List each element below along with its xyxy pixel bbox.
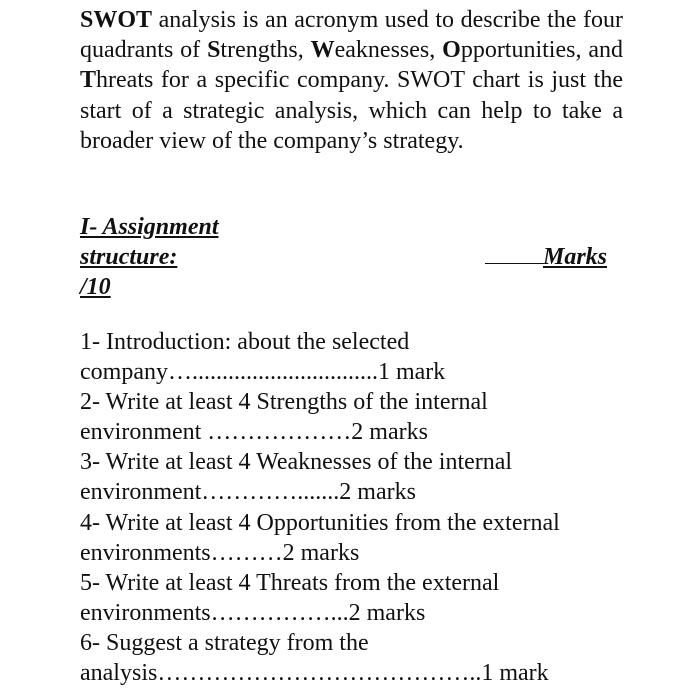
weaknesses-initial: W bbox=[310, 37, 335, 64]
heading-line-1: I- Assignment bbox=[80, 214, 219, 240]
weaknesses-rest: eaknesses, bbox=[334, 37, 443, 64]
item-2-line-1: 2- Write at least 4 Strengths of the internal bbox=[80, 389, 488, 416]
marks-blank-line bbox=[485, 243, 543, 264]
item-3-line-2: environment………….......2 marks bbox=[80, 479, 416, 506]
assignment-items bbox=[80, 327, 625, 688]
item-1-line-1: 1- Introduction: about the selected bbox=[80, 329, 410, 355]
item-4-line-1: 4- Write at least 4 Opportunities from the external bbox=[80, 509, 560, 536]
strengths-initial: S bbox=[207, 37, 221, 64]
marks-header bbox=[485, 242, 607, 272]
opportunities-rest: pportunities, and bbox=[460, 37, 623, 64]
opportunities-initial: O bbox=[442, 37, 461, 64]
heading-line-3: /10 bbox=[80, 274, 111, 300]
intro-paragraph bbox=[80, 5, 623, 156]
heading-line-2: structure: bbox=[80, 244, 178, 270]
item-1-line-2: company…...............................1 mark bbox=[80, 359, 446, 386]
item-6-line-1: 6- Suggest a strategy from the bbox=[80, 629, 369, 656]
threats-rest: hreats for a specific company. SWOT chart is just the start of a strategic analysis, which can help to take a broader view of the company’s strategy. bbox=[80, 67, 623, 154]
assignment-heading bbox=[80, 212, 218, 302]
item-6-line-2: analysis…………………………………..1 mark bbox=[80, 660, 549, 687]
marks-label: Marks bbox=[543, 244, 608, 270]
item-4-line-2: environments………2 marks bbox=[80, 539, 360, 566]
threats-initial: T bbox=[80, 67, 97, 94]
item-5-line-2: environments……………...2 marks bbox=[80, 599, 426, 626]
item-3-line-1: 3- Write at least 4 Weaknesses of the internal bbox=[80, 449, 513, 476]
item-5-line-1: 5- Write at least 4 Threats from the external bbox=[80, 569, 500, 596]
item-2-line-2: environment ………………2 marks bbox=[80, 419, 428, 446]
strengths-rest: trengths, bbox=[220, 37, 311, 64]
intro-text-1: analysis is an acronym used to describe the four quadrants of bbox=[80, 7, 623, 64]
swot-term: SWOT bbox=[80, 7, 153, 33]
